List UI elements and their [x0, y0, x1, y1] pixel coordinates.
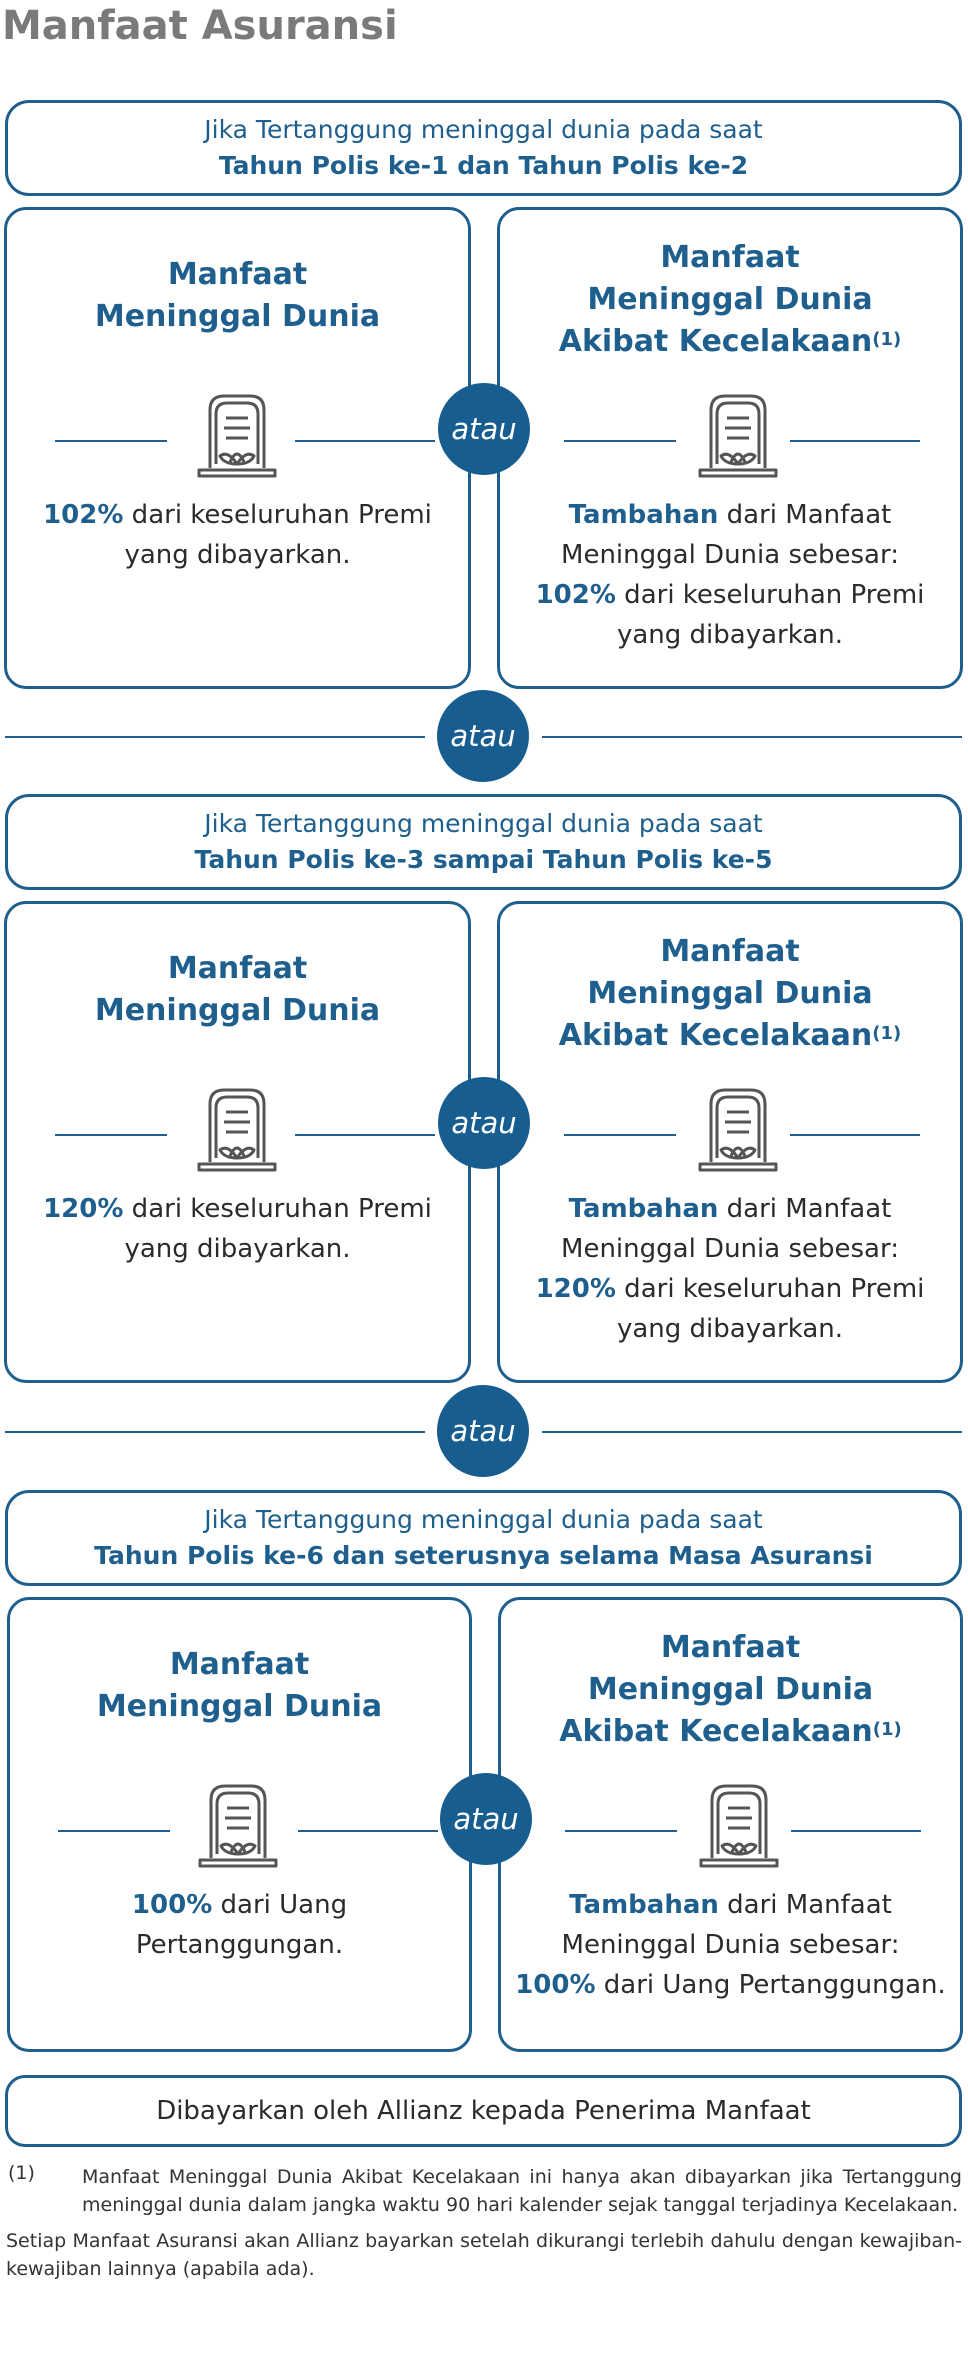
footnote-ref: (1): [872, 329, 902, 350]
divider-line: [295, 440, 435, 442]
section-divider-line: [542, 1431, 962, 1433]
page-title: Manfaat Asuransi: [2, 3, 398, 49]
card-title: Manfaat Meninggal Dunia Akibat Kecelakaan$^{(1)}$: [558, 934, 902, 1053]
footnote-text: Manfaat Meninggal Dunia Akibat Kecelakaan ini hanya akan dibayarkan jika Tertanggung meninggal dunia dalam jangka waktu 90 hari kalender sejak tanggal terjadinya Kecelakaan.: [82, 2166, 962, 2216]
condition-text: Jika Tertanggung meninggal dunia pada saat: [204, 1505, 763, 1534]
benefit-card-accident-death: [497, 207, 963, 689]
or-circle: atau: [438, 383, 530, 475]
paid-by-box: Dibayarkan oleh Allianz kepada Penerima Manfaat: [5, 2075, 962, 2147]
card-description: Tambahan dari Manfaat Meninggal Dunia sebesar: 120% dari keseluruhan Premi yang dibayarkan.: [535, 1194, 925, 1344]
benefit-card-death: [4, 207, 471, 689]
divider-line: [790, 440, 920, 442]
card-description: Tambahan dari Manfaat Meninggal Dunia sebesar: 102% dari keseluruhan Premi yang dibayarkan.: [535, 500, 925, 650]
benefit-card-accident-death: [497, 901, 963, 1383]
tombstone-icon: [696, 1780, 782, 1870]
card-description: 102% dari keseluruhan Premi yang dibayarkan.: [43, 500, 432, 570]
condition-text: Jika Tertanggung meninggal dunia pada saat: [204, 809, 763, 838]
card-title: Manfaat Meninggal Dunia: [94, 257, 381, 334]
section-divider-line: [542, 736, 962, 738]
card-description: 100% dari Uang Pertanggungan.: [131, 1890, 348, 1960]
condition-period: Tahun Polis ke-1 dan Tahun Polis ke-2: [218, 151, 749, 180]
card-title: Manfaat Meninggal Dunia Akibat Kecelakaan$^{(1)}$: [559, 1630, 902, 1749]
divider-line: [565, 1830, 677, 1832]
benefit-card-death: [4, 901, 471, 1383]
card-description: 120% dari keseluruhan Premi yang dibayarkan.: [43, 1194, 432, 1264]
or-circle: atau: [437, 1385, 529, 1477]
section-divider-line: [5, 736, 425, 738]
divider-line: [58, 1830, 170, 1832]
footnote-ref: (1): [872, 1023, 902, 1044]
general-note: Setiap Manfaat Asuransi akan Allianz bayarkan setelah dikurangi terlebih dahulu dengan kewajiban-kewajiban lainnya (apabila ada).: [6, 2230, 962, 2280]
condition-period: Tahun Polis ke-3 sampai Tahun Polis ke-5: [194, 845, 773, 874]
divider-line: [791, 1830, 921, 1832]
or-circle: atau: [437, 690, 529, 782]
divider-line: [295, 1134, 435, 1136]
benefit-card-accident-death: [498, 1597, 963, 2052]
divider-line: [564, 440, 676, 442]
benefit-card-death: [7, 1597, 472, 2052]
or-circle: atau: [438, 1077, 530, 1169]
footnote-ref: (1): [872, 1719, 902, 1740]
section-divider-line: [5, 1431, 425, 1433]
tombstone-icon: [195, 1780, 281, 1870]
card-title: Manfaat Meninggal Dunia: [94, 951, 381, 1028]
condition-box-1: [5, 100, 962, 196]
condition-period: Tahun Polis ke-6 dan seterusnya selama Masa Asuransi: [94, 1541, 873, 1570]
footnote-number: (1): [8, 2162, 35, 2184]
divider-line: [55, 440, 167, 442]
tombstone-icon: [695, 390, 781, 480]
divider-line: [55, 1134, 167, 1136]
divider-line: [564, 1134, 676, 1136]
tombstone-icon: [695, 1084, 781, 1174]
tombstone-icon: [194, 1084, 280, 1174]
divider-line: [790, 1134, 920, 1136]
card-title: Manfaat Meninggal Dunia Akibat Kecelakaan$^{(1)}$: [558, 240, 902, 359]
tombstone-icon: [194, 390, 280, 480]
condition-box-3: [5, 1490, 962, 1586]
divider-line: [298, 1830, 438, 1832]
card-title: Manfaat Meninggal Dunia: [96, 1647, 383, 1724]
card-description: Tambahan dari Manfaat Meninggal Dunia sebesar: 100% dari Uang Pertanggungan.: [515, 1890, 946, 2000]
condition-text: Jika Tertanggung meninggal dunia pada saat: [204, 115, 763, 144]
or-circle: atau: [440, 1773, 532, 1865]
condition-box-2: [5, 794, 962, 890]
